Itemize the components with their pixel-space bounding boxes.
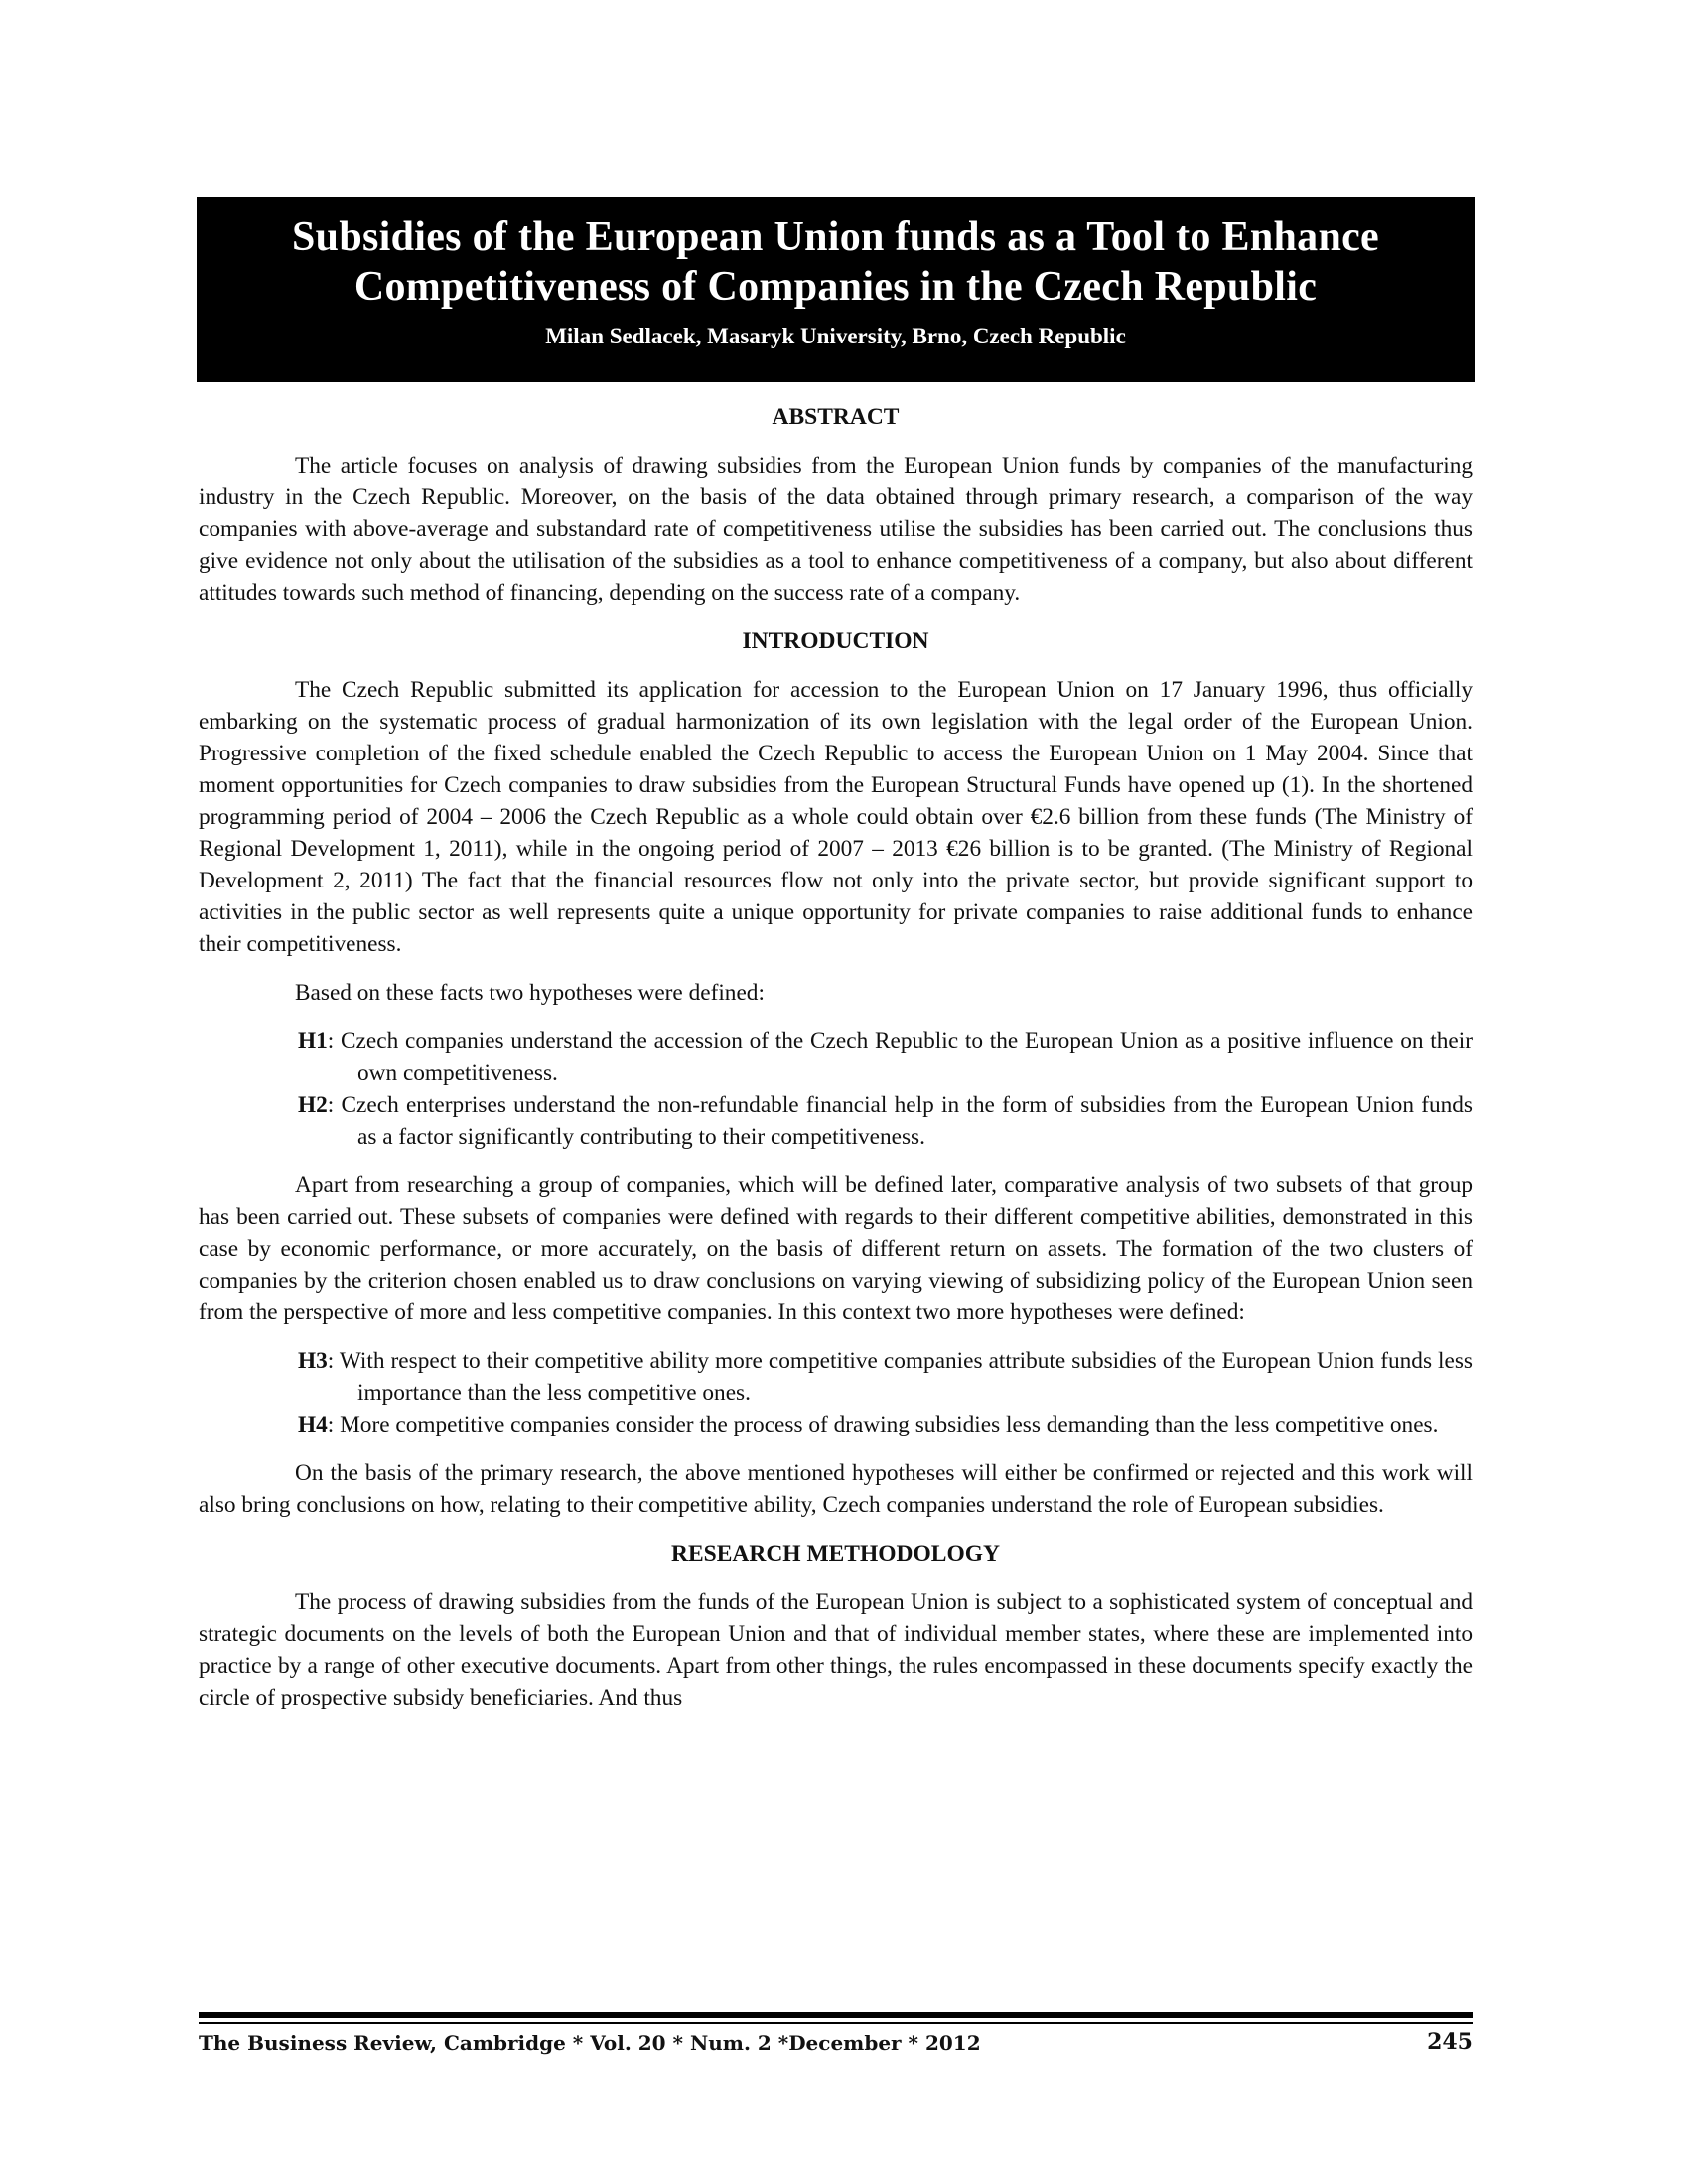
introduction-paragraph-4: On the basis of the primary research, the above mentioned hypotheses will either be confirmed or rejected and this work will also bring conclusions on how, relating to their competitive ability, Czech companies understand the role of European subsidies. [199,1460,1473,1518]
author-affiliation: Milan Sedlacek, Masaryk University, Brno, Czech Republic [545,324,1126,348]
footer-divider-thick [199,2012,1473,2018]
hypothesis-h1 [199,1025,1473,1089]
introduction-heading: INTRODUCTION [742,628,929,654]
footer-divider-thin [199,2022,1473,2024]
methodology-paragraph-1: The process of drawing subsidies from the funds of the European Union is subject to a sophisticated system of conceptual and strategic documents on the levels of both the European Union and that of individual member states, where these are implemented into practice by a range of other executive documents. Apart from other things, the rules encompassed in these documents specify exactly the circle of prospective subsidy beneficiaries. And thus [199,1589,1473,1710]
hypotheses-list-1 [199,1025,1473,1153]
hypothesis-text: : Czech companies understand the accession of the Czech Republic to the European Union as a positive influence on their own competitiveness. [327,1028,1473,1086]
abstract-heading: ABSTRACT [772,404,900,430]
methodology-heading: RESEARCH METHODOLOGY [671,1541,1000,1567]
hypothesis-label: H3 [298,1348,328,1374]
introduction-paragraph-3: Apart from researching a group of companies, which will be defined later, comparative analysis of two subsets of that group has been carried out. These subsets of companies were defined with regards to their different competitive abilities, demonstrated in this case by economic performance, or more accurately, on the basis of different return on assets. The formation of the two clusters of companies by the criterion chosen enabled us to draw conclusions on varying viewing of subsidizing policy of the European Union seen from the perspective of more and less competitive companies. In this context two more hypotheses were defined: [199,1172,1473,1325]
hypothesis-label: H4 [298,1412,328,1437]
hypothesis-label: H2 [298,1092,328,1118]
abstract-text: The article focuses on analysis of drawing subsidies from the European Union funds by companies of the manufacturing industry in the Czech Republic. Moreover, on the basis of the data obtained through primary research, a comparison of the way companies with above-average and substandard rate of competitiveness utilise the subsidies has been carried out. The conclusions thus give evidence not only about the utilisation of the subsidies as a tool to enhance competitiveness of a company, but also about different attitudes towards such method of financing, depending on the success rate of a company. [199,453,1473,606]
introduction-paragraph-2: Based on these facts two hypotheses were defined: [295,980,765,1006]
paper-title-line-2: Competitiveness of Companies in the Czech Republic [353,264,1318,310]
article-body [199,401,1473,1730]
journal-citation: The Business Review, Cambridge * Vol. 20 * Num. 2 *December * 2012 [199,2031,981,2055]
hypothesis-h3 [199,1345,1473,1409]
hypothesis-text: : Czech enterprises understand the non-refundable financial help in the form of subsidies from the European Union funds as a factor significantly contributing to their competitiveness. [327,1092,1473,1150]
title-block [197,197,1475,382]
introduction-paragraph-1: The Czech Republic submitted its application for accession to the European Union on 17 January 1996, thus officially embarking on the systematic process of gradual harmonization of its own legislation with the legal order of the European Union. Progressive completion of the fixed schedule enabled the Czech Republic to access the European Union on 1 May 2004. Since that moment opportunities for Czech companies to draw subsidies from the European Structural Funds have opened up (1). In the shortened programming period of 2004 – 2006 the Czech Republic as a whole could obtain over €2.6 billion from these funds (The Ministry of Regional Development 1, 2011), while in the ongoing period of 2007 – 2013 €26 billion is to be granted. (The Ministry of Regional Development 2, 2011) The fact that the financial resources flow not only into the private sector, but provide significant support to activities in the public sector as well represents quite a unique opportunity for private companies to raise additional funds to enhance their competitiveness. [199,677,1473,957]
page-number: 245 [1427,2029,1473,2055]
hypothesis-text: : With respect to their competitive ability more competitive companies attribute subsidies of the European Union funds less importance than the less competitive ones. [327,1348,1473,1406]
hypothesis-h2 [199,1089,1473,1153]
paper-title-line-1: Subsidies of the European Union funds as a Tool to Enhance [292,214,1379,260]
hypothesis-label: H1 [298,1028,328,1054]
hypotheses-list-2 [199,1345,1473,1440]
hypothesis-text: : More competitive companies consider the process of drawing subsidies less demanding than the less competitive ones. [327,1412,1439,1437]
hypothesis-h4 [199,1409,1473,1440]
